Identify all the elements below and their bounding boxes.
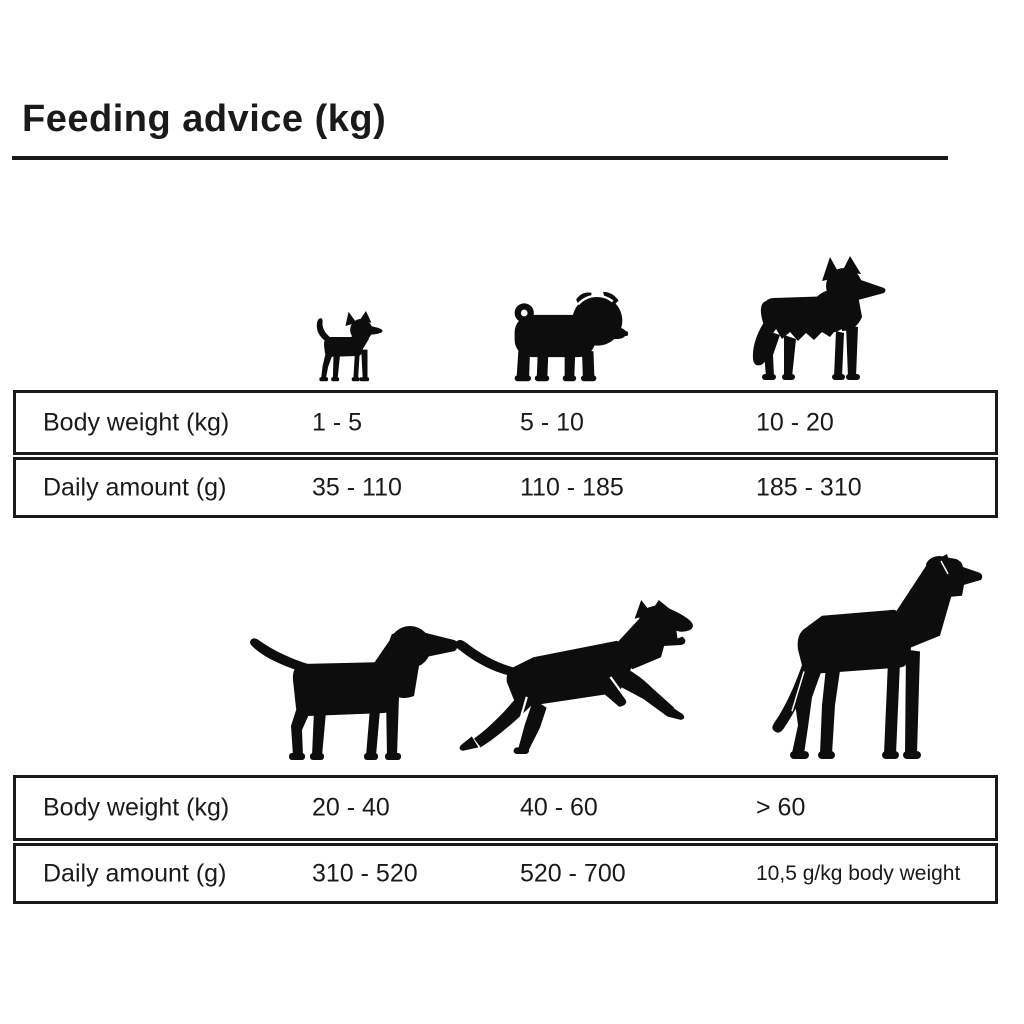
row-label: Body weight (kg) (43, 408, 230, 436)
cell-value: 35 - 110 (312, 473, 402, 501)
dog-chihuahua-icon (306, 307, 388, 386)
cell-value: 10,5 g/kg body weight (756, 861, 961, 885)
table-small-row-body-weight (13, 390, 998, 455)
cell-value: 10 - 20 (756, 408, 834, 436)
row-label: Daily amount (g) (43, 859, 227, 887)
dog-labrador-icon (246, 618, 470, 764)
table-small-row-daily-amount (13, 457, 998, 518)
dog-running-icon (452, 600, 716, 765)
cell-value: 310 - 520 (312, 859, 418, 887)
dog-collie-icon (744, 255, 908, 386)
cell-value: > 60 (756, 793, 806, 822)
cell-value: 5 - 10 (520, 408, 584, 436)
table-large-row-daily-amount (13, 843, 998, 904)
title-underline (12, 156, 948, 160)
cell-value: 20 - 40 (312, 793, 390, 822)
cell-value: 520 - 700 (520, 859, 626, 887)
cell-value: 110 - 185 (520, 473, 624, 501)
dog-puppy-icon (505, 288, 630, 386)
dog-great-dane-icon (742, 554, 990, 765)
table-large-row-body-weight (13, 775, 998, 841)
page-title: Feeding advice (kg) (22, 98, 387, 140)
cell-value: 185 - 310 (756, 473, 862, 501)
row-label: Body weight (kg) (43, 793, 230, 822)
row-label: Daily amount (g) (43, 473, 227, 501)
cell-value: 40 - 60 (520, 793, 598, 822)
cell-value: 1 - 5 (312, 408, 363, 436)
